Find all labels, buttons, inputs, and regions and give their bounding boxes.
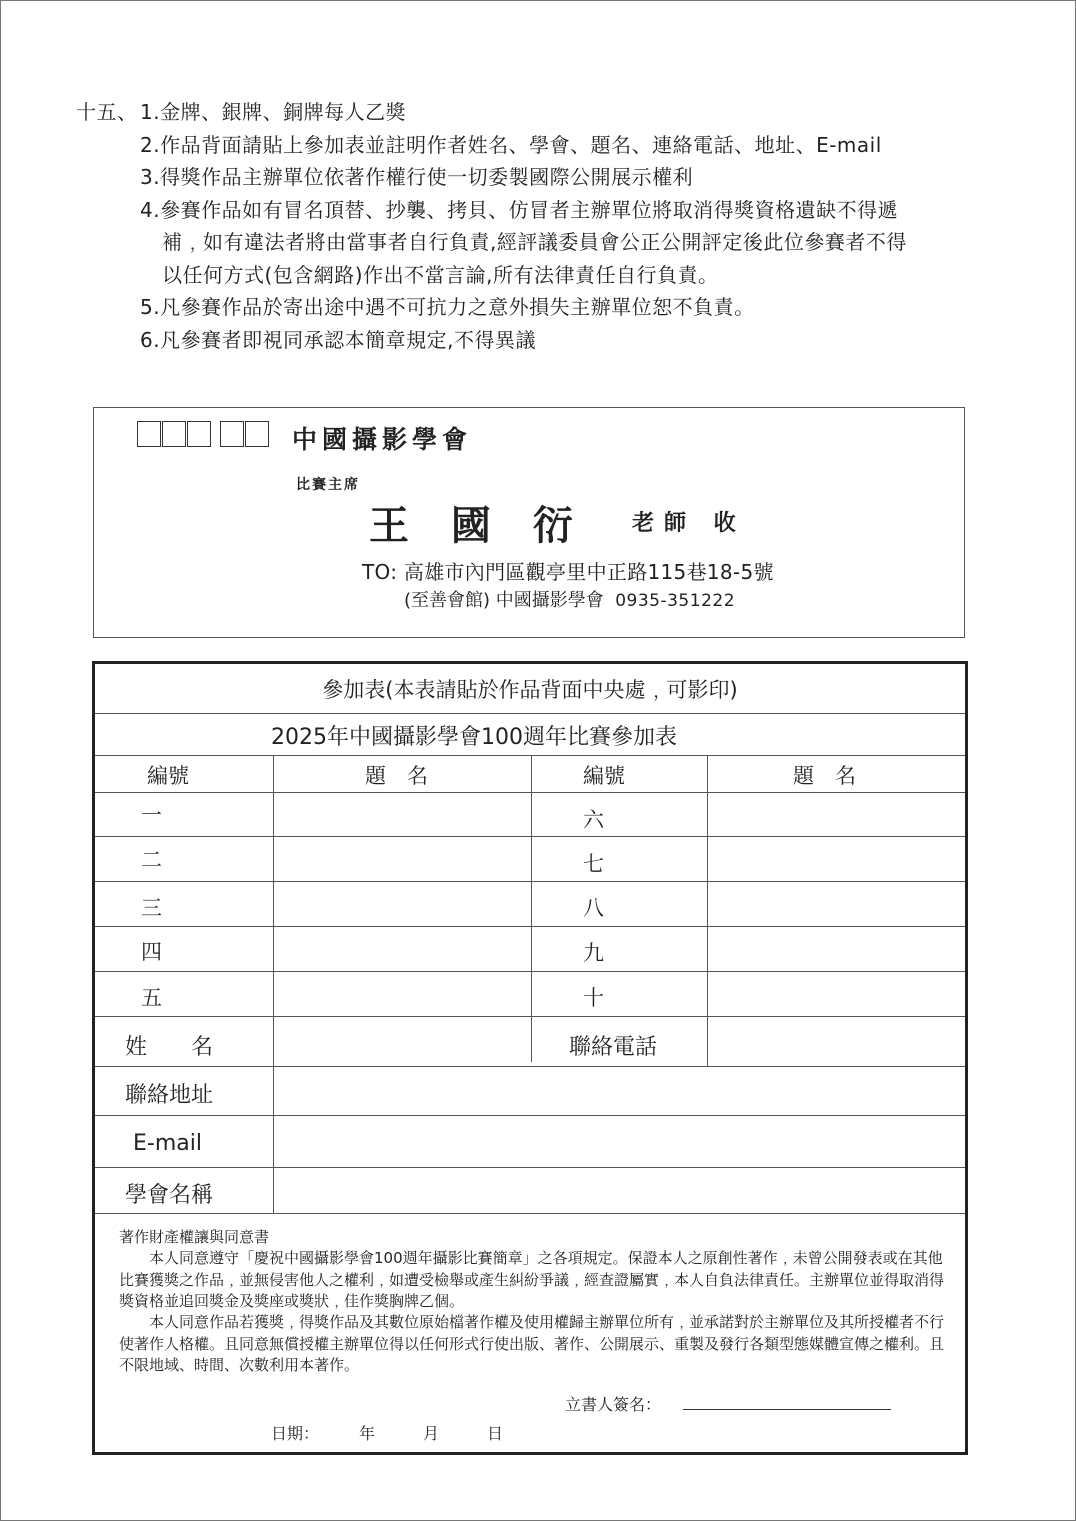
rule-4-cont-2: 以任何方式(包含網路)作出不當言論,所有法律責任自行負責。 <box>162 262 719 287</box>
recipient-venue: (至善會館) 中國攝影學會 <box>404 590 604 611</box>
rule-4: 4.參賽作品如有冒名頂替、抄襲、拷貝、仿冒者主辦單位將取消得獎資格遺缺不得遞 <box>140 197 899 222</box>
entry-number: 四 <box>141 940 162 964</box>
society-label: 學會名稱 <box>125 1183 214 1208</box>
entry-number: 一 <box>141 803 162 827</box>
entry-number: 三 <box>141 896 162 920</box>
entry-number: 五 <box>141 986 162 1010</box>
row-divider <box>95 971 965 972</box>
postal-code-boxes <box>137 421 270 447</box>
consent-title: 著作財產權讓與同意書 <box>119 1228 270 1246</box>
header-title-right: 題 名 <box>793 764 856 788</box>
date-label: 日期： 年 月 日 <box>271 1424 504 1443</box>
rules-section <box>76 96 1036 356</box>
entry-number: 八 <box>583 896 604 920</box>
signature-label: 立書人簽名： <box>565 1395 662 1414</box>
entry-number: 十 <box>583 986 604 1010</box>
recipient-org: 中國攝影學會 <box>292 425 473 454</box>
phone-label: 聯絡電話 <box>569 1035 658 1060</box>
postal-code-box <box>187 421 211 447</box>
row-divider <box>95 792 965 793</box>
consent-paragraph-1: 本人同意遵守「慶祝中國攝影學會100週年攝影比賽簡章」之各項規定。保證本人之原創性著作﹐未曾公開發表或在其他比賽獲獎之作品﹐並無侵害他人之權利﹐如遭受檢舉或產生糾紛爭議﹐經查證屬實﹐本人自負法律責任。主辦單位並得取消得獎資格並追回獎金及獎座或獎狀﹐佳作獎胸牌乙個。 <box>119 1249 945 1310</box>
rule-line-1 <box>76 96 1036 129</box>
signature-line[interactable] <box>683 1409 891 1410</box>
postal-code-box <box>162 421 186 447</box>
header-title-left: 題 名 <box>365 764 428 788</box>
row-divider <box>95 1066 965 1067</box>
postal-code-box <box>137 421 161 447</box>
recipient-address-2 <box>404 586 735 612</box>
row-divider <box>95 1016 965 1017</box>
entry-number: 六 <box>583 808 604 832</box>
entry-number: 九 <box>583 941 604 965</box>
postal-code-box <box>220 421 244 447</box>
name-label: 姓 名 <box>125 1035 214 1060</box>
row-divider <box>95 1115 965 1116</box>
row-divider <box>95 926 965 927</box>
header-number-left: 編號 <box>147 764 189 788</box>
recipient-address: TO: 高雄市內門區觀亭里中正路115巷18-5號 <box>362 560 774 584</box>
col-divider <box>707 756 708 1066</box>
form-subheading-row <box>95 714 965 756</box>
form-heading: 參加表(本表請貼於作品背面中央處﹐可影印) <box>95 664 965 714</box>
col-divider <box>273 756 274 1213</box>
entry-form <box>92 661 968 1455</box>
rule-2: 2.作品背面請貼上參加表並註明作者姓名、學會、題名、連絡電話、地址、E-mail <box>140 132 882 157</box>
recipient-phone: 0935-351222 <box>615 591 736 611</box>
entry-number: 七 <box>583 852 604 876</box>
rule-6: 6.凡參賽者即視同承認本簡章規定,不得異議 <box>140 327 536 352</box>
row-divider <box>95 1167 965 1168</box>
postal-code-box <box>245 421 269 447</box>
form-subheading: 2025年中國攝影學會100週年比賽參加表 <box>271 725 677 750</box>
rule-5: 5.凡參賽作品於寄出途中遇不可抗力之意外損失主辦單位恕不負責。 <box>140 295 755 319</box>
row-divider <box>95 1213 965 1214</box>
address-label: 聯絡地址 <box>125 1083 214 1108</box>
rule-head: 十五、 <box>76 100 138 124</box>
row-divider <box>95 881 965 882</box>
email-label: E-mail <box>133 1131 202 1156</box>
recipient-title: 老師 收 <box>632 510 746 536</box>
recipient-role: 比賽主席 <box>296 477 360 493</box>
header-number-right: 編號 <box>583 764 625 788</box>
col-divider <box>531 756 532 1062</box>
entry-number: 二 <box>141 848 162 872</box>
consent-paragraph-2: 本人同意作品若獲獎﹐得獎作品及其數位原始檔著作權及使用權歸主辦單位所有﹐並承諾對於主辦單位及其所授權者不行使著作人格權。且同意無償授權主辦單位得以任何形式行使出版、著作、公開展示、重製及發行各類型態媒體宣傳之權利。且不限地域、時間、次數利用本著作。 <box>119 1313 945 1374</box>
row-divider <box>95 836 965 837</box>
rule-1: 1.金牌、銀牌、銅牌每人乙獎 <box>140 100 407 124</box>
mailing-label <box>93 407 965 638</box>
rule-3: 3.得獎作品主辦單位依著作權行使一切委製國際公開展示權利 <box>140 165 694 189</box>
rule-4-cont-1: 補﹐如有違法者將由當事者自行負責,經評議委員會公正公開評定後此位參賽者不得 <box>162 230 907 254</box>
recipient-name: 王 國 衍 <box>369 502 587 549</box>
